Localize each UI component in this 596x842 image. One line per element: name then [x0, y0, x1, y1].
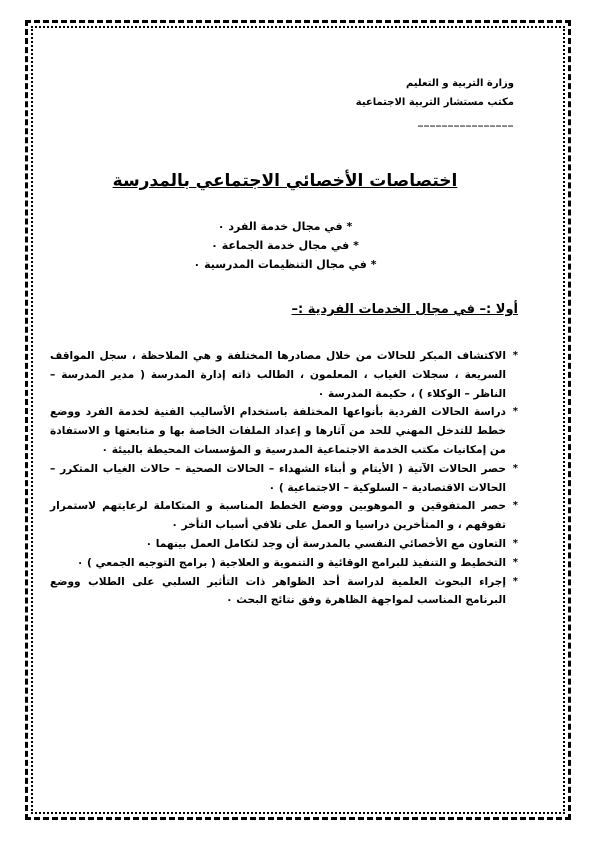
- topic-item: * في مجال خدمة الفرد ٠: [217, 220, 353, 233]
- topic-item: * في مجال التنظيمات المدرسية ٠: [193, 258, 377, 271]
- document-page: [50, 60, 520, 610]
- bullet-marker: *: [512, 462, 518, 474]
- duty-item: [50, 460, 518, 498]
- duty-item: [50, 554, 518, 573]
- section-heading: أولا :– في مجال الخدمات الفردية :–: [291, 302, 518, 317]
- ministry-name: وزارة التربية و التعليم: [405, 78, 514, 89]
- bullet-marker: *: [512, 350, 518, 361]
- duty-text: التعاون مع الأخصائي النفسي بالمدرسة أن وجد لتكامل العمل بينهما ٠: [145, 537, 506, 550]
- duty-text: دراسة الحالات الفردية بأنواعها المختلفة باستخدام الأساليب الفنية لخدمة الفرد ووضع خطط للتدخل المهني للحد من آثارها و إعداد الملفات الخاصة بها و متابعتها و الاستفادة من إمكانيات مكتب الخدمة الاجتماعية المدرسية و المؤسسات المحيطة بالبيئة ٠: [50, 406, 506, 456]
- bullet-marker: *: [512, 406, 518, 418]
- office-name: مكتب مستشار التربية الاجتماعية: [355, 97, 514, 108]
- letterhead: [50, 74, 520, 131]
- page-title: اختصاصات الأخصائي الاجتماعي بالمدرسة: [112, 171, 458, 191]
- duties-list: [50, 347, 520, 610]
- header-rule: ________________: [418, 116, 514, 127]
- bullet-marker: *: [512, 537, 518, 549]
- topic-item: * في مجال خدمة الجماعة ٠: [211, 239, 359, 252]
- duty-item: [50, 497, 518, 535]
- topics-list: [50, 217, 520, 274]
- duty-item: [50, 347, 518, 403]
- bullet-marker: *: [512, 575, 518, 587]
- bullet-marker: *: [512, 556, 518, 568]
- bullet-marker: *: [512, 500, 518, 512]
- duty-text: الاكتشاف المبكر للحالات من خلال مصادرها المختلفة و هي الملاحظة ، سجل المواقف السريعة ، سجلات الغياب ، المعلمون ، الطالب ذاته إدارة المدرسة ( مدير المدرسة – الناظر – الوكلاء ) ، حكيمة المدرسة ٠: [50, 350, 506, 400]
- duty-text: حصر المتفوقين و الموهوبين ووضع الخطط المناسبة و المتكاملة لرعايتهم لاستمرار تفوقهم ، و المتأخرين دراسيا و العمل على تلافي أسباب التأخر ٠: [50, 500, 506, 532]
- duty-item: [50, 403, 518, 459]
- duty-text: إجراء البحوث العلمية لدراسة أحد الظواهر ذات التأثير السلبي على الطلاب ووضع البرنامج المناسب لمواجهة الظاهرة وفق نتائج البحث ٠: [50, 575, 506, 607]
- duty-text: التخطيط و التنفيذ للبرامج الوقائية و التنموية و العلاجية ( برامج التوجيه الجمعي ) ٠: [76, 556, 506, 569]
- duty-text: حصر الحالات الآتية ( الأيتام و أبناء الشهداء – الحالات الصحية – حالات الغياب المتكرر – الحالات الاقتصادية – السلوكية – الاجتماعية ) ٠: [50, 462, 506, 494]
- duty-item: [50, 573, 518, 611]
- duty-item: [50, 535, 518, 554]
